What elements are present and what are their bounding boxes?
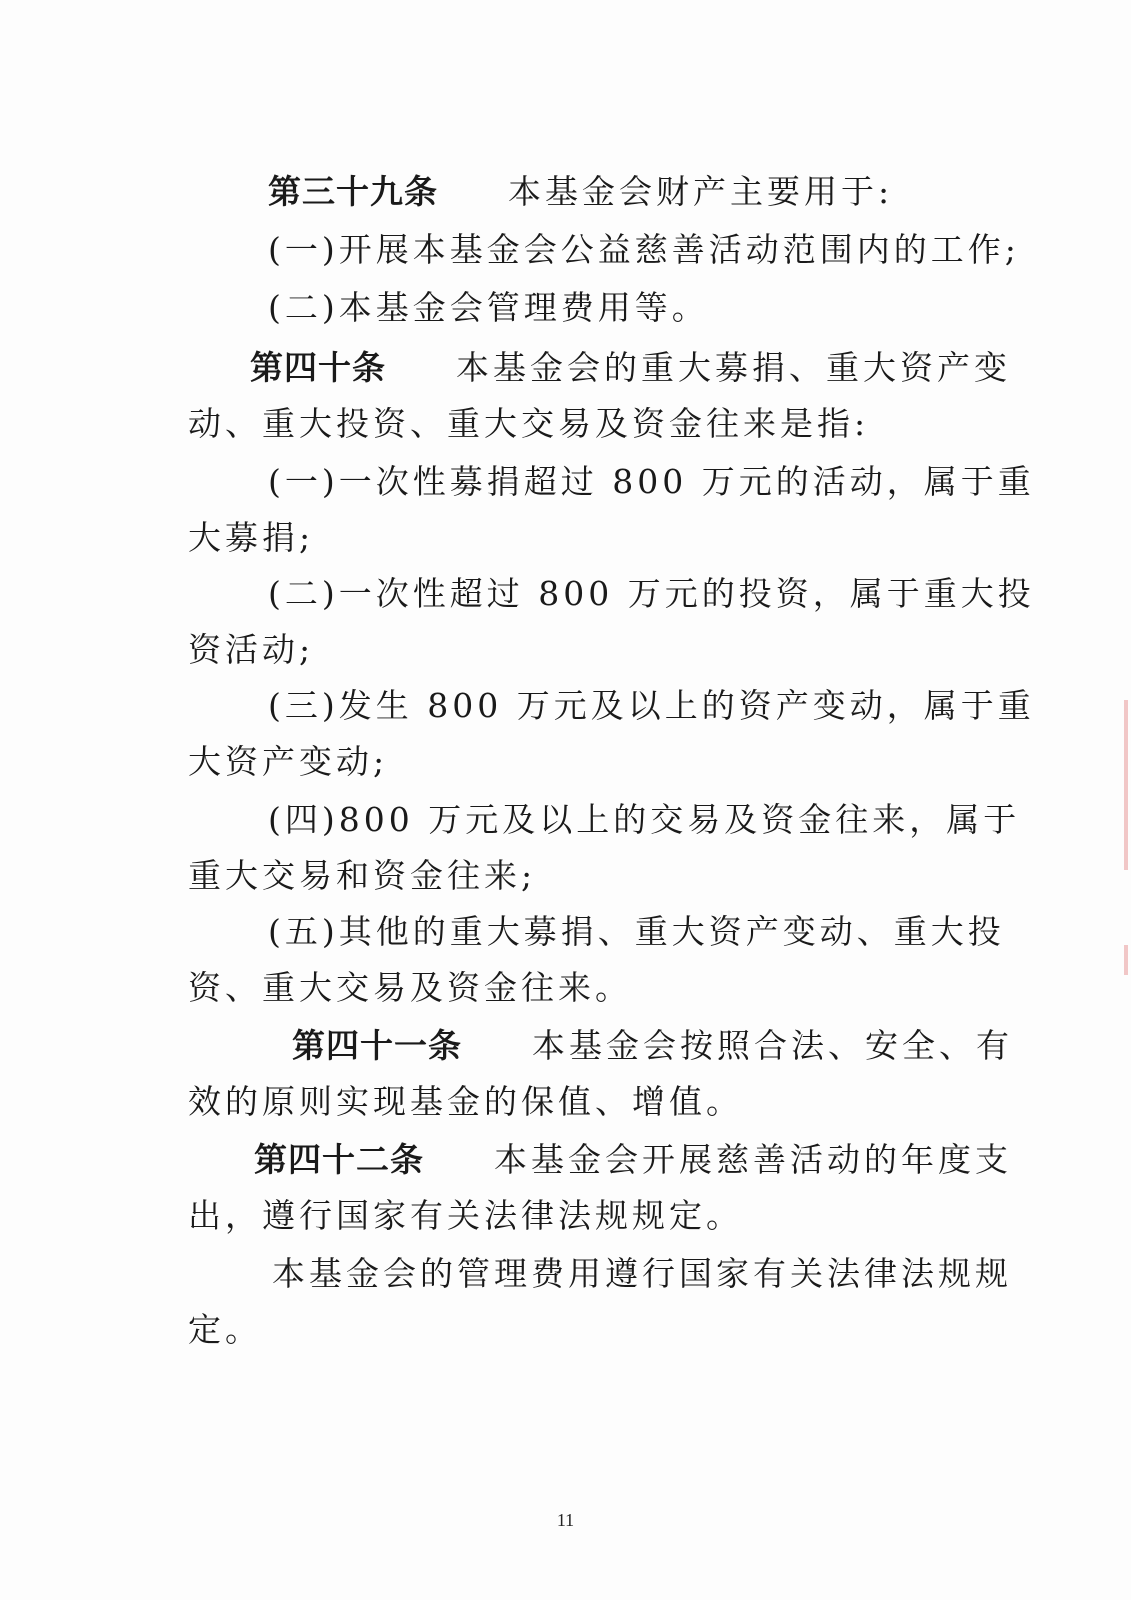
- article-40-item-2-line-1: (二)一次性超过 800 万元的投资，属于重大投: [268, 574, 1035, 613]
- article-40-item-3-line-2: 大资产变动;: [188, 742, 389, 781]
- article-41-text-line-1: 本基金会按照合法、安全、有: [532, 1026, 1013, 1065]
- seal-edge-mark-small: [1124, 945, 1128, 975]
- article-40-item-5-line-1: (五)其他的重大募捐、重大资产变动、重大投: [268, 912, 1005, 951]
- article-42-paragraph-2-line-2: 定。: [188, 1310, 262, 1349]
- article-40-number: 第四十条: [250, 348, 386, 387]
- article-40-item-1-line-2: 大募捐;: [188, 518, 315, 557]
- page-number: 11: [556, 1510, 575, 1530]
- article-39-item-1: (一)开展本基金会公益慈善活动范围内的工作;: [268, 230, 1020, 269]
- article-40-item-4-line-1: (四)800 万元及以上的交易及资金往来，属于: [268, 800, 1021, 839]
- article-42-paragraph-2-line-1: 本基金会的管理费用遵行国家有关法律法规规: [272, 1254, 1012, 1293]
- article-40-item-5-line-2: 资、重大交易及资金往来。: [188, 968, 632, 1007]
- article-40-text-line-1: 本基金会的重大募捐、重大资产变: [456, 348, 1011, 387]
- article-42-text-line-2: 出，遵行国家有关法律法规规定。: [188, 1196, 743, 1235]
- article-41-text-line-2: 效的原则实现基金的保值、增值。: [188, 1082, 743, 1121]
- article-41-number: 第四十一条: [292, 1026, 462, 1065]
- article-42-text-line-1: 本基金会开展慈善活动的年度支: [494, 1140, 1012, 1179]
- article-40-item-1-line-1: (一)一次性募捐超过 800 万元的活动，属于重: [268, 462, 1035, 501]
- article-39-heading: [268, 172, 893, 212]
- article-39-text: 本基金会财产主要用于:: [508, 172, 894, 211]
- article-40-heading: [250, 348, 1011, 388]
- article-39-item-2: (二)本基金会管理费用等。: [268, 288, 709, 327]
- article-40-item-2-line-2: 资活动;: [188, 630, 315, 669]
- article-40-text-line-2: 动、重大投资、重大交易及资金往来是指:: [188, 404, 870, 443]
- article-41-heading: [292, 1026, 1013, 1066]
- article-40-item-4-line-2: 重大交易和资金往来;: [188, 856, 537, 895]
- article-42-heading: [254, 1140, 1012, 1180]
- article-40-item-3-line-1: (三)发生 800 万元及以上的资产变动，属于重: [268, 686, 1035, 725]
- article-39-number: 第三十九条: [268, 172, 438, 211]
- seal-edge-mark: [1124, 700, 1128, 870]
- article-42-number: 第四十二条: [254, 1140, 424, 1179]
